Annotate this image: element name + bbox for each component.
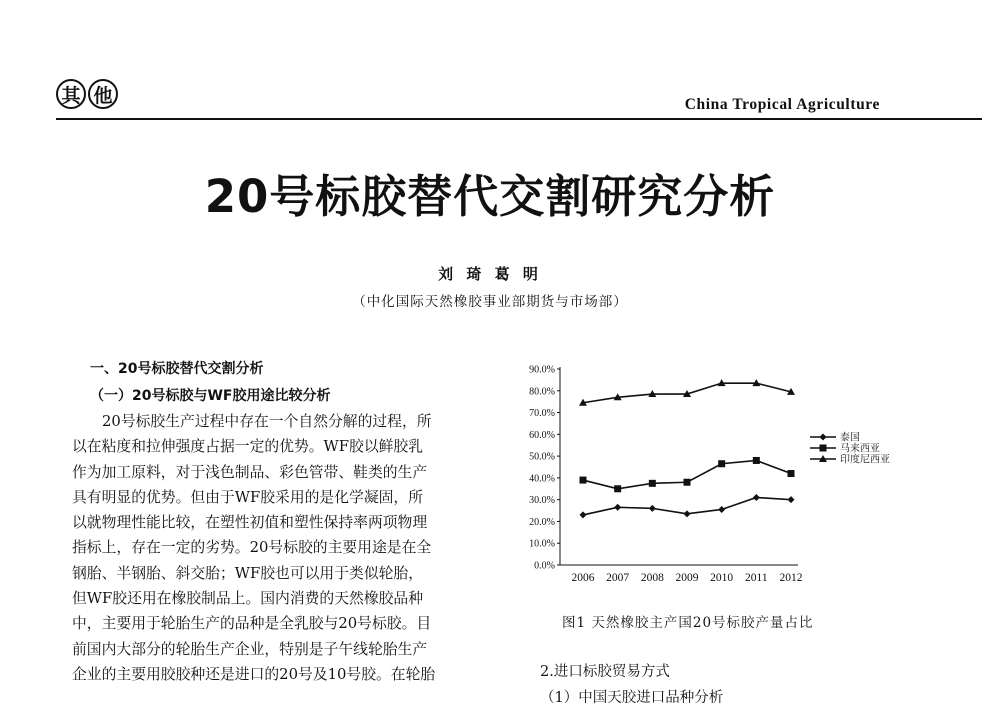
- body-line: 以就物理性能比较，在塑性初值和塑性保持率两项物理: [72, 514, 428, 532]
- body-line: 具有明显的优势。但由于WF胶采用的是化学凝固，所: [72, 488, 424, 506]
- data-point-2: [718, 460, 725, 467]
- y-tick-label: 50.0%: [529, 451, 555, 463]
- y-tick-label: 80.0%: [529, 386, 555, 398]
- affiliation: （中化国际天然橡胶事业部期货与市场部）: [352, 294, 628, 310]
- legend-marker-1: [820, 434, 827, 441]
- data-point-2: [684, 479, 691, 486]
- body-line: 20号标胶生产过程中存在一个自然分解的过程，所: [102, 413, 432, 430]
- section2-heading: 2.进口标胶贸易方式: [540, 664, 670, 680]
- section-tag-char-2: 他: [88, 79, 118, 109]
- body-line: 钢胎、半钢胎、斜交胎；WF胶也可以用于类似轮胎，: [72, 564, 424, 582]
- data-point-2: [753, 457, 760, 464]
- authors: 刘 琦 葛 明: [438, 265, 542, 283]
- data-point-1: [580, 511, 587, 518]
- y-tick-label: 40.0%: [529, 473, 555, 485]
- legend-label-1: 泰国: [840, 432, 860, 444]
- line-chart: [500, 358, 900, 598]
- data-point-2: [649, 480, 656, 487]
- body-line: 企业的主要用胶胶种还是进口的20号及10号胶。在轮胎: [72, 665, 436, 683]
- data-point-2: [580, 477, 587, 484]
- body-text: [72, 409, 490, 703]
- journal-name: China Tropical Agriculture: [684, 96, 880, 113]
- figure-caption: 图1 天然橡胶主产国20号标胶产量占比: [562, 615, 814, 631]
- section-tag-char-1: 其: [56, 79, 86, 109]
- section-tag: [56, 79, 118, 109]
- y-tick-label: 30.0%: [529, 495, 555, 507]
- section-heading: 一、20号标胶替代交割分析: [90, 361, 264, 377]
- data-point-2: [614, 485, 621, 492]
- body-line: 中，主要用于轮胎生产的品种是全乳胶与20号标胶。目: [72, 615, 432, 633]
- y-tick-label: 20.0%: [529, 516, 555, 528]
- data-point-1: [788, 496, 795, 503]
- section2-subheading: （1）中国天胶进口品种分析: [540, 690, 724, 706]
- x-tick-label: 2012: [779, 572, 803, 584]
- body-line: 但WF胶还用在橡胶制品上。国内消费的天然橡胶品种: [72, 590, 424, 608]
- x-tick-label: 2007: [606, 572, 630, 584]
- y-tick-label: 90.0%: [529, 364, 555, 376]
- legend-label-3: 印度尼西亚: [840, 454, 890, 466]
- data-point-1: [684, 510, 691, 517]
- y-tick-label: 0.0%: [534, 560, 555, 572]
- x-tick-label: 2006: [571, 572, 595, 584]
- y-tick-label: 10.0%: [529, 538, 555, 550]
- body-line: 指标上，存在一定的劣势。20号标胶的主要用途是在全: [72, 539, 432, 557]
- header-rule: [56, 118, 982, 120]
- y-tick-label: 60.0%: [529, 429, 555, 441]
- legend-marker-2: [820, 445, 827, 452]
- y-tick-label: 70.0%: [529, 408, 555, 420]
- legend-label-2: 马来西亚: [840, 443, 880, 455]
- data-point-1: [649, 505, 656, 512]
- x-tick-label: 2010: [710, 572, 734, 584]
- body-line: 作为加工原料，对于浅色制品、彩色管带、鞋类的生产: [72, 463, 428, 481]
- data-point-1: [753, 494, 760, 501]
- data-point-1: [614, 504, 621, 511]
- x-tick-label: 2011: [745, 572, 768, 584]
- x-tick-label: 2009: [675, 572, 699, 584]
- data-point-1: [718, 506, 725, 513]
- data-point-2: [788, 470, 795, 477]
- subsection-heading: （一）20号标胶与WF胶用途比较分析: [90, 388, 331, 404]
- body-line: 以在粘度和拉伸强度占据一定的优势。WF胶以鲜胶乳: [72, 438, 424, 456]
- article-title: 20号标胶替代交割研究分析: [204, 170, 776, 223]
- x-tick-label: 2008: [640, 572, 664, 584]
- body-line: 前国内大部分的轮胎生产企业，特别是子午线轮胎生产: [72, 640, 428, 658]
